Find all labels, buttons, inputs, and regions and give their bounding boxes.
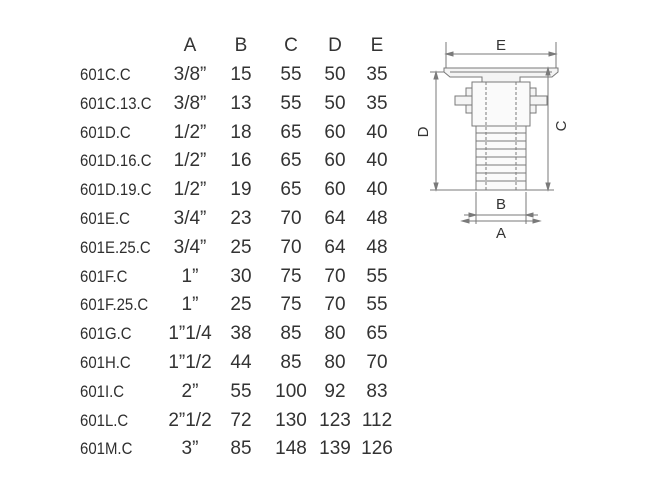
- cell-a: 1/2”: [173, 121, 207, 143]
- cell-d: 60: [324, 150, 346, 172]
- cell-c: 70: [280, 236, 302, 258]
- cell-a: 1/2”: [173, 150, 207, 172]
- product-code: 601F.25.C: [80, 295, 149, 315]
- cell-b: 72: [230, 409, 252, 431]
- cell-a: 1”1/2: [168, 352, 212, 373]
- cell-b: 55: [230, 380, 252, 402]
- cell-a: 3”: [181, 438, 199, 460]
- cell-a: 3/8”: [173, 92, 207, 114]
- table-row: [0, 206, 420, 232]
- cell-d: 70: [324, 265, 346, 287]
- cell-b: 13: [230, 92, 252, 114]
- cell-e: 55: [366, 265, 388, 287]
- product-code: 601D.19.C: [80, 180, 152, 200]
- cell-b: 23: [230, 208, 252, 229]
- table-row: [0, 292, 420, 318]
- product-code: 601E.25.C: [80, 237, 151, 257]
- cell-d: 64: [324, 208, 346, 229]
- cell-e: 40: [366, 150, 388, 172]
- cell-c: 130: [275, 409, 307, 431]
- product-code: 601F.C: [80, 266, 128, 286]
- cell-b: 19: [230, 179, 252, 201]
- cell-c: 85: [280, 323, 302, 345]
- cell-c: 65: [280, 179, 302, 201]
- cell-d: 139: [319, 438, 351, 460]
- cell-c: 55: [280, 92, 302, 114]
- cell-d: 80: [324, 352, 346, 373]
- cell-c: 65: [280, 150, 302, 172]
- header-a: A: [183, 35, 197, 56]
- table-row: [0, 350, 420, 376]
- header-d: D: [328, 35, 342, 56]
- cell-b: 25: [230, 294, 252, 316]
- cell-b: 85: [230, 438, 252, 460]
- cell-e: 40: [366, 121, 388, 143]
- table-row: [0, 379, 420, 405]
- product-code: 601C.C: [80, 65, 131, 84]
- cell-c: 75: [280, 294, 302, 316]
- cell-b: 25: [230, 236, 252, 258]
- table-row: [0, 408, 420, 434]
- cell-e: 70: [366, 352, 388, 373]
- cell-a: 1/2”: [173, 179, 207, 201]
- cell-b: 16: [230, 150, 252, 172]
- cell-a: 3/4”: [173, 208, 207, 229]
- cell-d: 60: [324, 121, 346, 143]
- cell-b: 18: [230, 121, 252, 143]
- header-b: B: [234, 35, 248, 56]
- cell-b: 38: [230, 323, 252, 345]
- cell-e: 35: [366, 92, 388, 114]
- cell-e: 35: [366, 64, 388, 85]
- fitting-drawing: [400, 0, 652, 260]
- diagram-label-e: E: [495, 37, 507, 54]
- cell-a: 1”1/4: [168, 323, 212, 345]
- cell-c: 85: [280, 352, 302, 373]
- cell-a: 2”: [181, 380, 199, 402]
- product-code: 601L.C: [80, 410, 129, 430]
- cell-a: 3/8”: [173, 64, 207, 85]
- cell-c: 100: [275, 380, 307, 402]
- product-code: 601E.C: [80, 209, 130, 228]
- cell-c: 70: [280, 208, 302, 229]
- cell-e: 40: [366, 179, 388, 201]
- table-row: [0, 62, 420, 88]
- cell-a: 2”1/2: [168, 409, 212, 431]
- table-row: [0, 91, 420, 117]
- table-header-row: [0, 33, 420, 59]
- cell-c: 65: [280, 121, 302, 143]
- product-code: 601D.16.C: [80, 151, 152, 171]
- cell-c: 148: [275, 438, 307, 460]
- cell-d: 50: [324, 64, 346, 85]
- cell-a: 3/4”: [173, 236, 207, 258]
- table-row: [0, 321, 420, 347]
- product-code: 601I.C: [80, 381, 125, 401]
- cell-e: 83: [366, 380, 388, 402]
- cell-e: 48: [366, 236, 388, 258]
- diagram-label-d: D: [415, 126, 432, 138]
- cell-d: 92: [324, 380, 346, 402]
- cell-a: 1”: [181, 265, 199, 287]
- fitting-dimension-diagram: [400, 0, 652, 260]
- cell-d: 64: [324, 236, 346, 258]
- cell-e: 126: [361, 438, 393, 460]
- table-row: [0, 264, 420, 290]
- cell-b: 30: [230, 265, 252, 287]
- cell-c: 75: [280, 265, 302, 287]
- cell-c: 55: [280, 64, 302, 85]
- cell-d: 50: [324, 92, 346, 114]
- diagram-label-c: C: [553, 120, 570, 132]
- cell-d: 80: [324, 323, 346, 345]
- product-code: 601G.C: [80, 324, 132, 344]
- table-row: [0, 235, 420, 261]
- cell-a: 1”: [181, 294, 199, 316]
- table-row: [0, 148, 420, 174]
- table-row: [0, 177, 420, 203]
- cell-e: 48: [366, 208, 388, 229]
- cell-e: 112: [361, 409, 393, 431]
- table-row: [0, 436, 420, 462]
- diagram-label-b: B: [495, 196, 507, 213]
- cell-d: 123: [319, 409, 351, 431]
- cell-e: 55: [366, 294, 388, 316]
- product-code: 601H.C: [80, 353, 131, 372]
- cell-d: 70: [324, 294, 346, 316]
- cell-b: 44: [230, 352, 252, 373]
- table-row: [0, 120, 420, 146]
- cell-e: 65: [366, 323, 388, 345]
- product-code: 601D.C: [80, 122, 131, 142]
- diagram-label-a: A: [495, 225, 507, 242]
- product-code: 601C.13.C: [80, 93, 152, 113]
- header-c: C: [284, 35, 298, 56]
- header-e: E: [370, 35, 384, 56]
- cell-b: 15: [230, 64, 252, 85]
- cell-d: 60: [324, 179, 346, 201]
- product-code: 601M.C: [80, 439, 133, 459]
